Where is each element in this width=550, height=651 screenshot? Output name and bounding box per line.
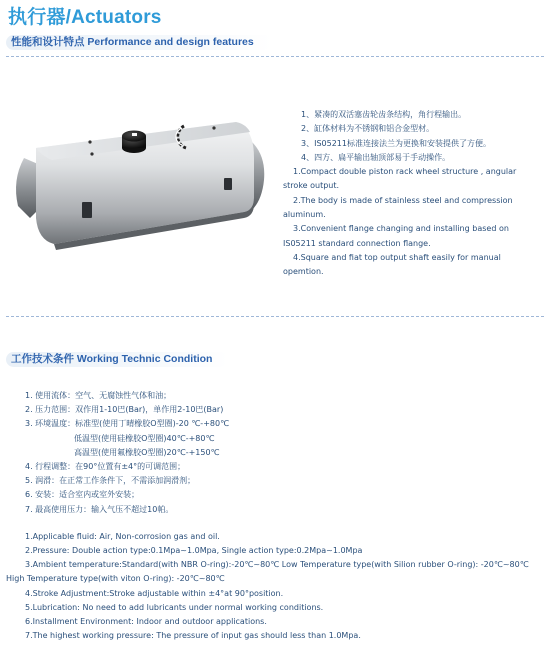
condition-zh-5: 5. 润滑：在正常工作条件下，不需添加润滑剂； (25, 476, 196, 486)
condition-zh-6: 6. 安装：适合室内或室外安装； (25, 490, 140, 500)
condition-spacer (0, 517, 550, 530)
condition-zh-3: 3. 环境温度：标准型(使用丁晴橡胶O型圈)-20 ℃-+80℃ (25, 419, 230, 429)
condition-en-4: 4.Stroke Adjustment:Stroke adjustable within ±4°at 90°position. (25, 588, 284, 598)
condition-zh-4: 4. 行程调整：在90°位置有±4°的可调范围； (25, 462, 186, 472)
condition-en-7: 7.The highest working pressure: The pressure of input gas should less than 1.0Mpa. (25, 631, 361, 641)
dashed-divider-top (6, 56, 544, 57)
condition-zh-1: 1. 使用流体：空气、无腐蚀性气体和油； (25, 391, 172, 400)
dashed-divider-middle (6, 316, 544, 317)
condition-zh-3-low-temp: 低温型(使用硅橡胶O型圈)40℃-+80℃ (74, 433, 215, 443)
condition-en-3-high-temp: High Temperature type(with viton O-ring): -20℃~80℃ (6, 574, 225, 584)
feature-zh-1: 1、紧凑的双活塞齿轮齿条结构，角行程输出。 (301, 110, 467, 119)
feature-zh-3: 3、IS05211标准连接法兰为更换和安装提供了方便。 (301, 138, 491, 148)
condition-en-6: 6.Installment Environment: Indoor and outdoor applications. (25, 617, 267, 627)
feature-zh-4: 4、四方、扁平输出轴顶部易于手动操作。 (301, 152, 451, 162)
performance-heading: 性能和设计特点 Performance and design features (11, 36, 254, 48)
feature-en-4: 4.Square and fiat top output shaft easily for manual opemtion. (283, 252, 501, 277)
condition-en-5: 5.Lubrication: No need to add lubricants under normal working conditions. (25, 602, 324, 612)
technic-heading: 工作技术条件 Working Technic Condition (11, 353, 213, 365)
feature-en-3: 3.Convenient flange changing and installing based on IS05211 standard connection flange. (283, 224, 509, 248)
feature-en-1: 1.Compact double piston rack wheel structure , angular stroke output. (283, 167, 517, 191)
condition-en-1: 1.Applicable fluid: Air, Non-corrosion gas and oil. (25, 531, 220, 541)
page-title: 执行器/Actuators (8, 7, 162, 28)
condition-zh-3-high-temp: 高温型(使用氟橡胶O型圈)20℃-+150℃ (74, 447, 220, 457)
condition-en-2: 2.Pressure: Double action type:0.1Mpa~1.0Mpa, Single action type:0.2Mpa~1.0Mpa (25, 546, 363, 556)
condition-zh-7: 7. 最高使用压力：输入气压不超过10帕。 (25, 504, 174, 514)
conditions-list (0, 389, 550, 643)
features-list (283, 108, 541, 280)
condition-en-3: 3.Ambient temperature:Standard(with NBR O-ring):-20℃~80℃ Low Temperature type(with Silion rubber O-ring): -20℃~80℃ (25, 560, 529, 570)
feature-en-2: 2.The body is made of stainless steel and compression aluminum. (283, 195, 513, 220)
actuator-product-image (8, 98, 270, 258)
feature-zh-2: 2、缸体材料为不锈钢和铝合金型材。 (301, 124, 435, 134)
condition-zh-2: 2. 压力范围：双作用1-10巴(Bar)，单作用2-10巴(Bar) (25, 405, 224, 415)
